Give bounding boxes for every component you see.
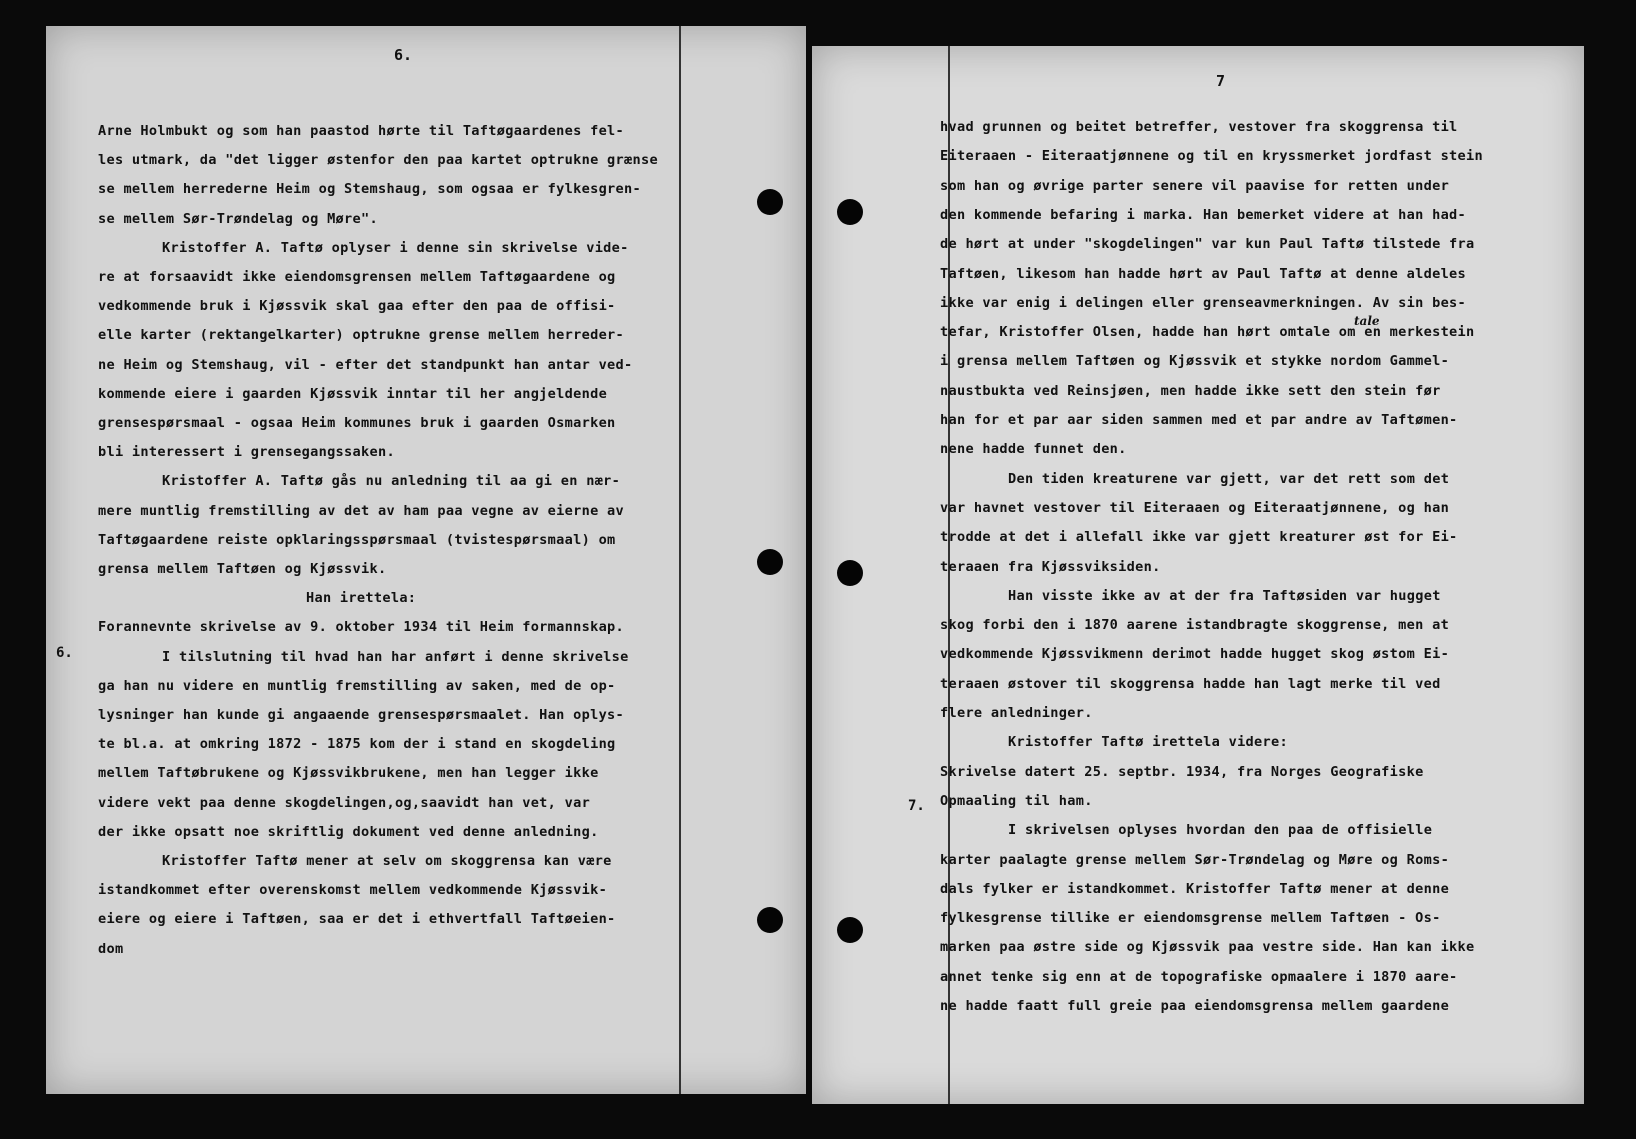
text-line: Den tiden kreaturene var gjett, var det rett som det — [1008, 470, 1450, 487]
text-line: Arne Holmbukt og som han paastod hørte til Taftøgaardenes fel- — [98, 123, 625, 139]
text-line: trodde at det i allefall ikke var gjett kreaturer øst for Ei- — [940, 529, 1458, 546]
text-line: der ikke opsatt noe skriftlig dokument ved denne anledning. — [98, 823, 599, 840]
text-line: elle karter (rektangelkarter) optrukne grense mellem herreder- — [98, 327, 625, 344]
text-line: marken paa østre side og Kjøssvik paa vestre side. Han kan ikke — [940, 939, 1475, 956]
text-line: mellem Taftøbrukene og Kjøssvikbrukene, men han legger ikke — [98, 765, 599, 782]
page-number: 6. — [394, 46, 413, 64]
text-line: karter paalagte grense mellem Sør-Trøndelag og Møre og Roms- — [940, 851, 1450, 868]
text-line: eiere og eiere i Taftøen, saa er det i ethvertfall Taftøeien- — [98, 911, 616, 928]
text-line: te bl.a. at omkring 1872 - 1875 kom der i stand en skogdeling — [98, 736, 616, 753]
text-line: lysninger han kunde gi angaaende grensespørsmaalet. Han oplys- — [98, 707, 625, 723]
text-line: flere anledninger. — [940, 705, 1093, 721]
text-line: hvad grunnen og beitet betreffer, vestover fra skoggrensa til — [940, 119, 1458, 135]
text-line: ne Heim og Stemshaug, vil - efter det standpunkt han antar ved- — [98, 356, 633, 373]
text-line: Eiteraaen - Eiteraatjønnene og til en kryssmerket jordfast stein — [940, 148, 1483, 165]
text-line: tefar, Kristoffer Olsen, hadde han hørt omtale om en merkestein — [940, 324, 1475, 341]
text-line: den kommende befaring i marka. Han bemerket videre at han had- — [940, 206, 1467, 223]
text-line: var havnet vestover til Eiteraaen og Eiteraatjønnene, og han — [940, 499, 1450, 516]
text-line: Han visste ikke av at der fra Taftøsiden var hugget — [1008, 587, 1441, 604]
text-line: grensa mellem Taftøen og Kjøssvik. — [98, 561, 387, 577]
text-line: istandkommet efter overenskomst mellem vedkommende Kjøssvik- — [98, 882, 608, 899]
text-line: Kristoffer Taftø mener at selv om skoggrensa kan være — [162, 853, 612, 869]
text-line: dom — [98, 940, 124, 957]
text-line: Opmaaling til ham. — [940, 792, 1093, 809]
text-line: I tilslutning til hvad han har anført i denne skrivelse — [162, 648, 629, 665]
text-line: vedkommende bruk i Kjøssvik skal gaa efter den paa de offisi- — [98, 298, 616, 315]
margin-item-number: 6. — [56, 645, 73, 661]
text-line: I skrivelsen oplyses hvordan den paa de offisielle — [1008, 822, 1433, 839]
text-line: teraaen fra Kjøssviksiden. — [940, 558, 1161, 575]
text-line: ga han nu videre en muntlig fremstilling av saken, med de op- — [98, 677, 616, 694]
text-line: naustbukta ved Reinsjøen, men hadde ikke sett den stein før — [940, 382, 1441, 399]
text-line: Kristoffer Taftø irettela videre: — [1008, 734, 1288, 751]
text-line: bli interessert i grensegangssaken. — [98, 444, 395, 461]
text-line: som han og øvrige parter senere vil paavise for retten under — [940, 177, 1450, 194]
handwritten-insertion: tale — [1354, 314, 1380, 328]
text-line: mere muntlig fremstilling av det av ham paa vegne av eierne av — [98, 502, 625, 519]
text-line: de hørt at under "skogdelingen" var kun Paul Taftø tilstede fra — [940, 236, 1475, 253]
text-line: vedkommende Kjøssvikmenn derimot hadde hugget skog østom Ei- — [940, 646, 1450, 663]
text-line: Skrivelse datert 25. septbr. 1934, fra Norges Geografiske — [940, 763, 1424, 780]
text-line: dals fylker er istandkommet. Kristoffer Taftø mener at denne — [940, 880, 1450, 897]
text-line: Forannevnte skrivelse av 9. oktober 1934 til Heim formannskap. — [98, 619, 625, 636]
left-page — [46, 26, 806, 1094]
text-line: ne hadde faatt full greie paa eiendomsgrensa mellem gaardene — [940, 998, 1450, 1014]
punch-hole — [837, 199, 863, 225]
text-line: Taftøgaardene reiste opklaringsspørsmaal (tvistespørsmaal) om — [98, 531, 616, 548]
punch-hole — [757, 907, 783, 933]
text-line: skog forbi den i 1870 aarene istandbragte skoggrense, men at — [940, 617, 1450, 634]
text-line: Han irettela: — [306, 590, 417, 607]
right-page — [812, 46, 1584, 1104]
text-line: Kristoffer A. Taftø gås nu anledning til aa gi en nær- — [162, 473, 621, 490]
text-line: Kristoffer A. Taftø oplyser i denne sin skrivelse vide- — [162, 239, 629, 256]
text-line: kommende eiere i gaarden Kjøssvik inntar til her angjeldende — [98, 385, 608, 402]
text-line: teraaen østover til skoggrensa hadde han lagt merke til ved — [940, 675, 1441, 692]
punch-hole — [757, 189, 783, 215]
text-line: ikke var enig i delingen eller grenseavmerkningen. Av sin bes- — [940, 294, 1467, 311]
text-line: nene hadde funnet den. — [940, 441, 1127, 458]
margin-item-number: 7. — [908, 798, 925, 814]
text-line: han for et par aar siden sammen med et par andre av Taftømen- — [940, 412, 1458, 428]
text-line: Taftøen, likesom han hadde hørt av Paul Taftø at denne aldeles — [940, 265, 1467, 282]
text-line: se mellem herrederne Heim og Stemshaug, som ogsaa er fylkesgren- — [98, 181, 641, 198]
text-line: grensespørsmaal - ogsaa Heim kommunes bruk i gaarden Osmarken — [98, 415, 616, 431]
text-line: fylkesgrense tillike er eiendomsgrense mellem Taftøen - Os- — [940, 910, 1441, 927]
text-line: les utmark, da "det ligger østenfor den paa kartet optrukne grænse — [98, 152, 658, 169]
text-line: annet tenke sig enn at de topografiske opmaalere i 1870 aare- — [940, 968, 1458, 985]
text-line: videre vekt paa denne skogdelingen,og,saavidt han vet, var — [98, 794, 591, 811]
text-line: i grensa mellem Taftøen og Kjøssvik et stykke nordom Gammel- — [940, 353, 1450, 370]
text-line: re at forsaavidt ikke eiendomsgrensen mellem Taftøgaardene og — [98, 269, 616, 285]
punch-hole — [837, 917, 863, 943]
punch-hole — [757, 549, 783, 575]
page-number: 7 — [1216, 72, 1226, 90]
text-line: se mellem Sør-Trøndelag og Møre". — [98, 210, 378, 227]
punch-hole — [837, 560, 863, 586]
margin-line — [679, 26, 681, 1094]
